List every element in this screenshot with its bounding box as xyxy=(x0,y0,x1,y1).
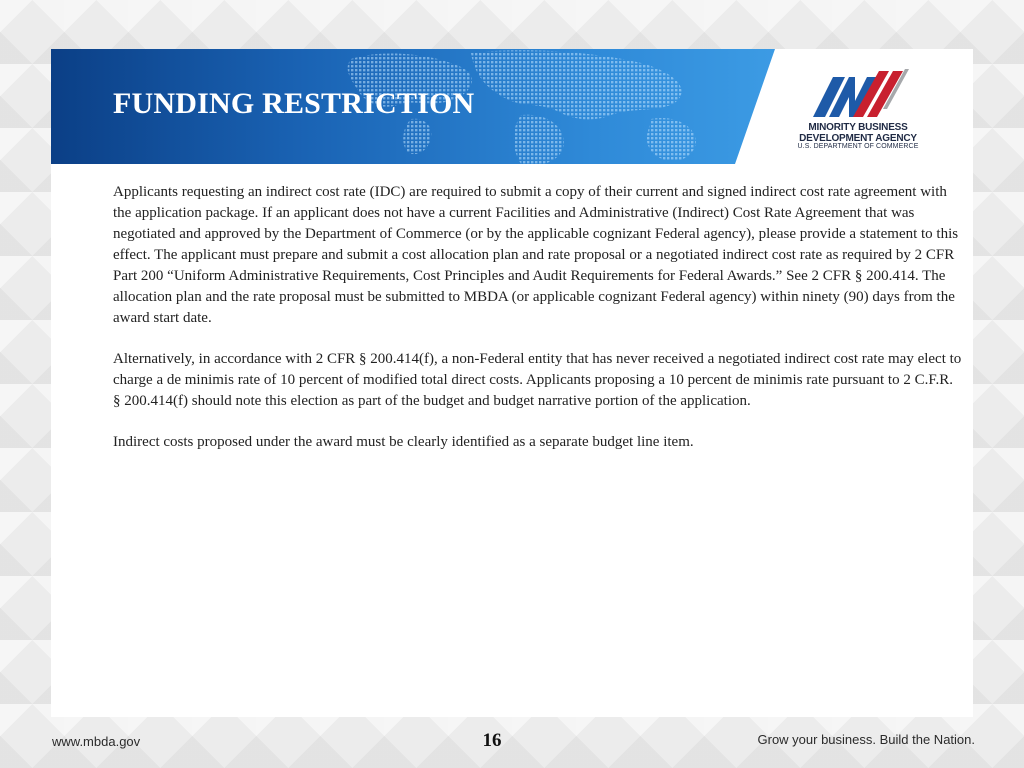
logo-text-line-1: MINORITY BUSINESS xyxy=(808,122,908,133)
footer-tagline: Grow your business. Build the Nation. xyxy=(757,732,975,747)
mbda-logo xyxy=(793,63,923,153)
body-paragraph-1: Applicants requesting an indirect cost rate (IDC) are required to submit a copy of their current and signed indirect cost rate agreement with the application package. If an applicant does not have a current Facilities and Administrative (Indirect) Cost Rate Agreement that was negotiated and approved by the Department of Commerce (or by the applicable cognizant Federal agency), please provide a statement to this effect. The applicant must prepare and submit a cost allocation plan and rate proposal or a negotiated indirect cost rate as required by 2 CFR Part 200 “Uniform Administrative Requirements, Cost Principles and Audit Requirements for Federal Awards.” See 2 CFR § 200.414. The allocation plan and the rate proposal must be submitted to MBDA (or applicable cognizant Federal agency) within ninety (90) days from the award start date. xyxy=(113,184,959,326)
slide-body xyxy=(113,182,963,473)
body-paragraph-2: Alternatively, in accordance with 2 CFR § 200.414(f), a non-Federal entity that has never received a negotiated indirect cost rate may elect to charge a de minimis rate of 10 percent of modified total direct costs. Applicants proposing a 10 percent de minimis rate pursuant to 2 C.F.R. § 200.414(f) should note this election as part of the budget and budget narrative portion of the application. xyxy=(113,351,962,409)
logo-text-line-2: DEVELOPMENT AGENCY xyxy=(799,133,917,144)
footer-website-link[interactable]: www.mbda.gov xyxy=(52,734,141,749)
page-number: 16 xyxy=(482,730,502,751)
body-paragraph-3: Indirect costs proposed under the award must be clearly identified as a separate budget line item. xyxy=(113,434,694,450)
slide-title: FUNDING RESTRICTION xyxy=(113,87,475,120)
mbda-stripes-logo-icon xyxy=(793,63,923,121)
slide xyxy=(51,49,973,717)
logo-text-line-3: U.S. DEPARTMENT OF COMMERCE xyxy=(797,143,919,150)
